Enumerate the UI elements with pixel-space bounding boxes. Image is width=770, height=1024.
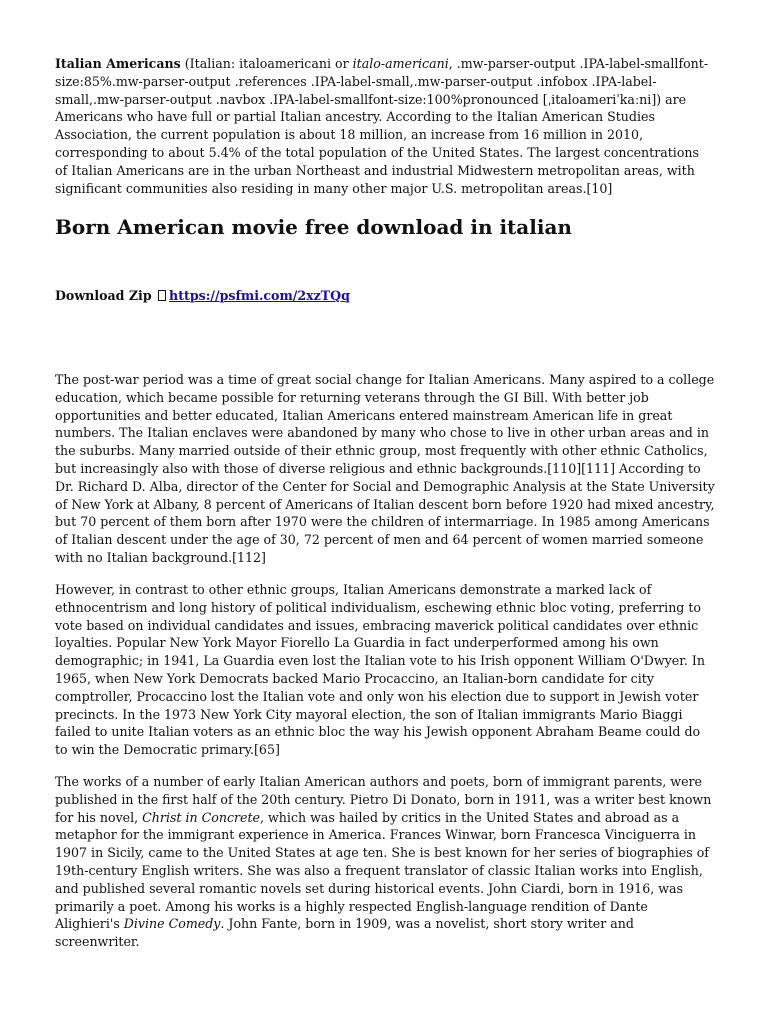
page-title: Born American movie free download in italian <box>55 215 572 239</box>
paragraph-authors <box>55 773 715 951</box>
intro-open-paren: (Italian: italoamericani or <box>180 56 353 71</box>
intro-italic-term: italo-americani <box>352 56 449 71</box>
paragraph-postwar: The post-war period was a time of great social change for Italian Americans. Many aspired to a college education, which became possible for returning veterans through the GI Bill. With better job opportunities and better educated, Italian Americans entered mainstream American life in great numbers. The Italian enclaves were abandoned by many who chose to live in other urban areas and in the suburbs. Many married outside of their ethnic group, most frequently with other ethnic Catholics, but increasingly also with those of diverse religious and ethnic backgrounds.[110][111] According to Dr. Richard D. Alba, director of the Center for Social and Demographic Analysis at the State University of New York at Albany, 8 percent of Americans of Italian descent born before 1920 had mixed ancestry, but 70 percent of them born after 1970 were the children of intermarriage. In 1985 among Americans of Italian descent under the age of 30, 72 percent of men and 64 percent of women married someone with no Italian background.[112] <box>55 372 715 565</box>
intro-rest: , .mw-parser-output .IPA-label-smallfont-size:85%.mw-parser-output .references .IPA-label-small,.mw-parser-output .infobox .IPA-label-small,.mw-parser-output .navbox .IPA-label-smallfont-size:100%pronounced [ˌitaloameriˈkaːni]) are Americans who have full or partial Italian ancestry. According to the Italian American Studies Association, the current population is about 18 million, an increase from 16 million in 2010, corresponding to about 5.4% of the total population of the United States. The largest concentrations of Italian Americans are in the urban Northeast and industrial Midwestern metropolitan areas, with significant communities also residing in many other major U.S. metropolitan areas.[10] <box>55 56 709 196</box>
authors-text-a: The works of a number of early Italian American authors and poets, born of immigrant parents, were published in the first half of the 20th century. Pietro Di Donato, born in 1911, was a writer best known for his novel, <box>55 774 712 825</box>
authors-text-b: , which was hailed by critics in the United States and abroad as a metaphor for the immigrant experience in America. Frances Winwar, born Francesca Vinciguerra in 1907 in Sicily, came to the United States at age ten. She is best known for her series of biographies of 19th-century English writers. She was also a frequent translator of classic Italian works into English, and published several romantic novels set during historical events. John Ciardi, born in 1916, was primarily a poet. Among his works is a highly respected English-language rendition of Dante Alighieri's <box>55 809 709 932</box>
download-line <box>55 287 350 305</box>
authors-italic-christ: Christ in Concrete <box>142 809 261 825</box>
paragraph-politics: However, in contrast to other ethnic groups, Italian Americans demonstrate a marked lack of ethnocentrism and long history of political individualism, eschewing ethnic bloc voting, preferring to vote based on individual candidates and issues, embracing maverick political candidates over ethnic loyalties. Popular New York Mayor Fiorello La Guardia in fact underperformed among his own demographic; in 1941, La Guardia even lost the Italian vote to his Irish opponent William O'Dwyer. In 1965, when New York Democrats backed Mario Procaccino, an Italian-born candidate for city comptroller, Procaccino lost the Italian vote and only won his election due to support in Jewish voter precincts. In the 1973 New York City mayoral election, the son of Italian immigrants Mario Biaggi failed to unite Italian voters as an ethnic bloc the way his Jewish opponent Abraham Beame could do to win the Democratic primary.[65] <box>55 582 705 758</box>
missing-glyph-icon <box>158 290 166 301</box>
download-label: Download Zip <box>55 288 152 303</box>
intro-paragraph <box>55 55 715 197</box>
document-page <box>55 51 715 950</box>
authors-italic-divine: Divine Comedy <box>123 916 221 932</box>
download-link[interactable]: https://psfmi.com/2xzTQq <box>169 288 350 303</box>
authors-text-c: . John Fante, born in 1909, was a novelist, short story writer and screenwriter. <box>55 916 634 950</box>
intro-lead-term: Italian Americans <box>55 56 181 71</box>
